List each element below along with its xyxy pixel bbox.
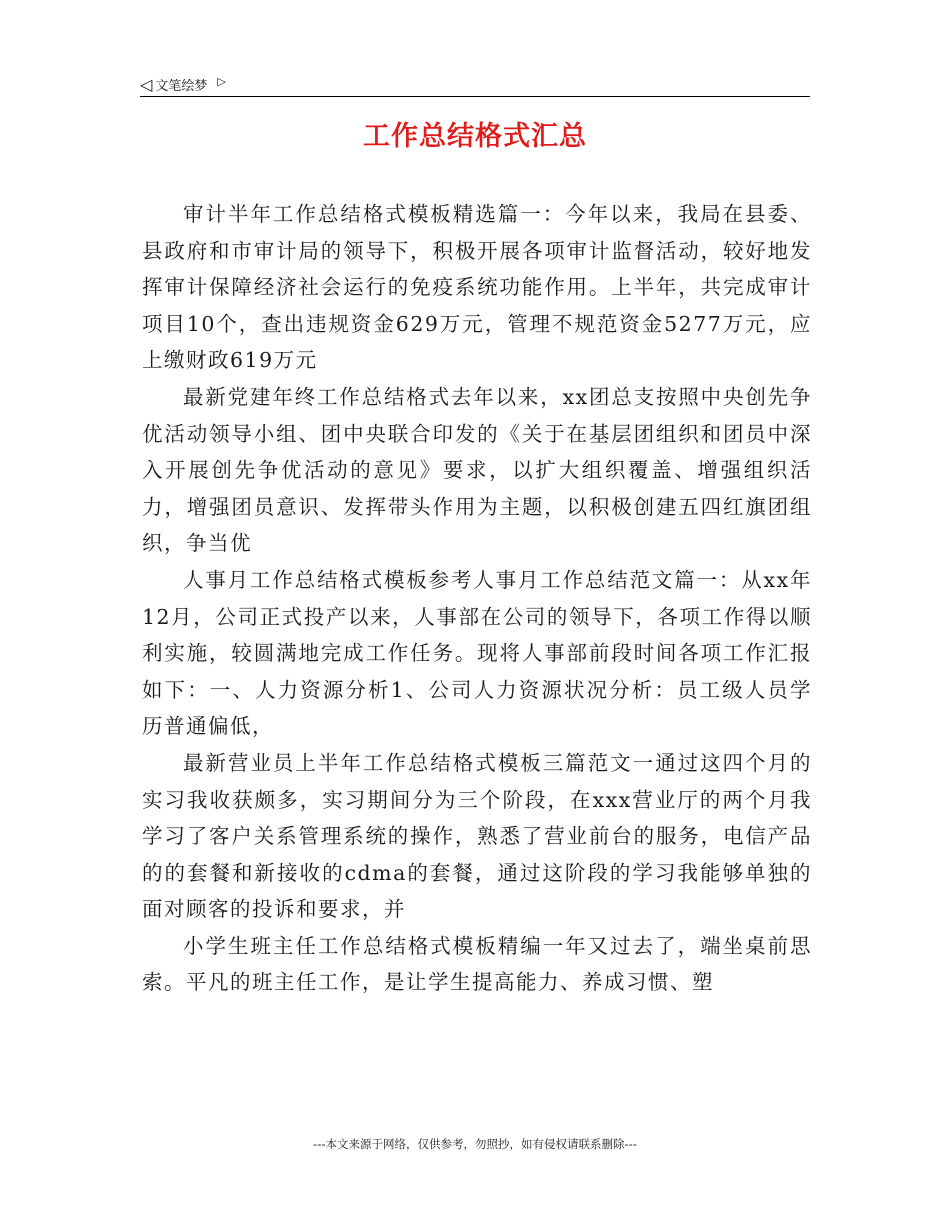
triangle-right-icon: ▷ xyxy=(217,74,226,88)
triangle-left-icon: ◁ xyxy=(140,74,153,94)
paragraph-5: 小学生班主任工作总结格式模板精编一年又过去了，端坐桌前思索。平凡的班主任工作，是让学生提高能力、养成习惯、塑 xyxy=(142,933,812,995)
paragraph-3: 人事月工作总结格式模板参考人事月工作总结范文篇一：从xx年12月，公司正式投产以来，人事部在公司的领导下，各项工作得以顺利实施，较圆满地完成工作任务。现将人事部前段时间各项工作汇报如下：一、人力资源分析1、公司人力资源状况分析：员工级人员学历普通偏低， xyxy=(142,567,812,739)
paragraph-2: 最新党建年终工作总结格式去年以来，xx团总支按照中央创先争优活动领导小组、团中央联合印发的《关于在基层团组织和团员中深入开展创先争优活动的意见》要求，以扩大组织覆盖、增强组织活力，增强团员意识、发挥带头作用为主题，以积极创建五四红旗团组织，争当优 xyxy=(142,384,812,556)
document-title: 工作总结格式汇总 xyxy=(363,121,587,152)
paragraph-4: 最新营业员上半年工作总结格式模板三篇范文一通过这四个月的实习我收获颇多，实习期间分为三个阶段，在xxx营业厅的两个月我学习了客户关系管理系统的操作，熟悉了营业前台的服务，电信产品的的套餐和新接收的cdma的套餐，通过这阶段的学习我能够单独的面对顾客的投诉和要求，并 xyxy=(142,750,812,922)
page-footer: ---本文来源于网络，仅供参考，勿照抄，如有侵权请联系删除--- xyxy=(313,1137,637,1151)
paragraph-1: 审计半年工作总结格式模板精选篇一：今年以来，我局在县委、县政府和市审计局的领导下，积极开展各项审计监督活动，较好地发挥审计保障经济社会运行的免疫系统功能作用。上半年，共完成审计项目10个，查出违规资金629万元，管理不规范资金5277万元，应上缴财政619万元 xyxy=(142,202,812,373)
page-header xyxy=(140,70,810,97)
header-brand xyxy=(140,75,226,94)
document-body xyxy=(142,196,812,1001)
brand-label: 文笔绘梦 xyxy=(155,79,208,94)
